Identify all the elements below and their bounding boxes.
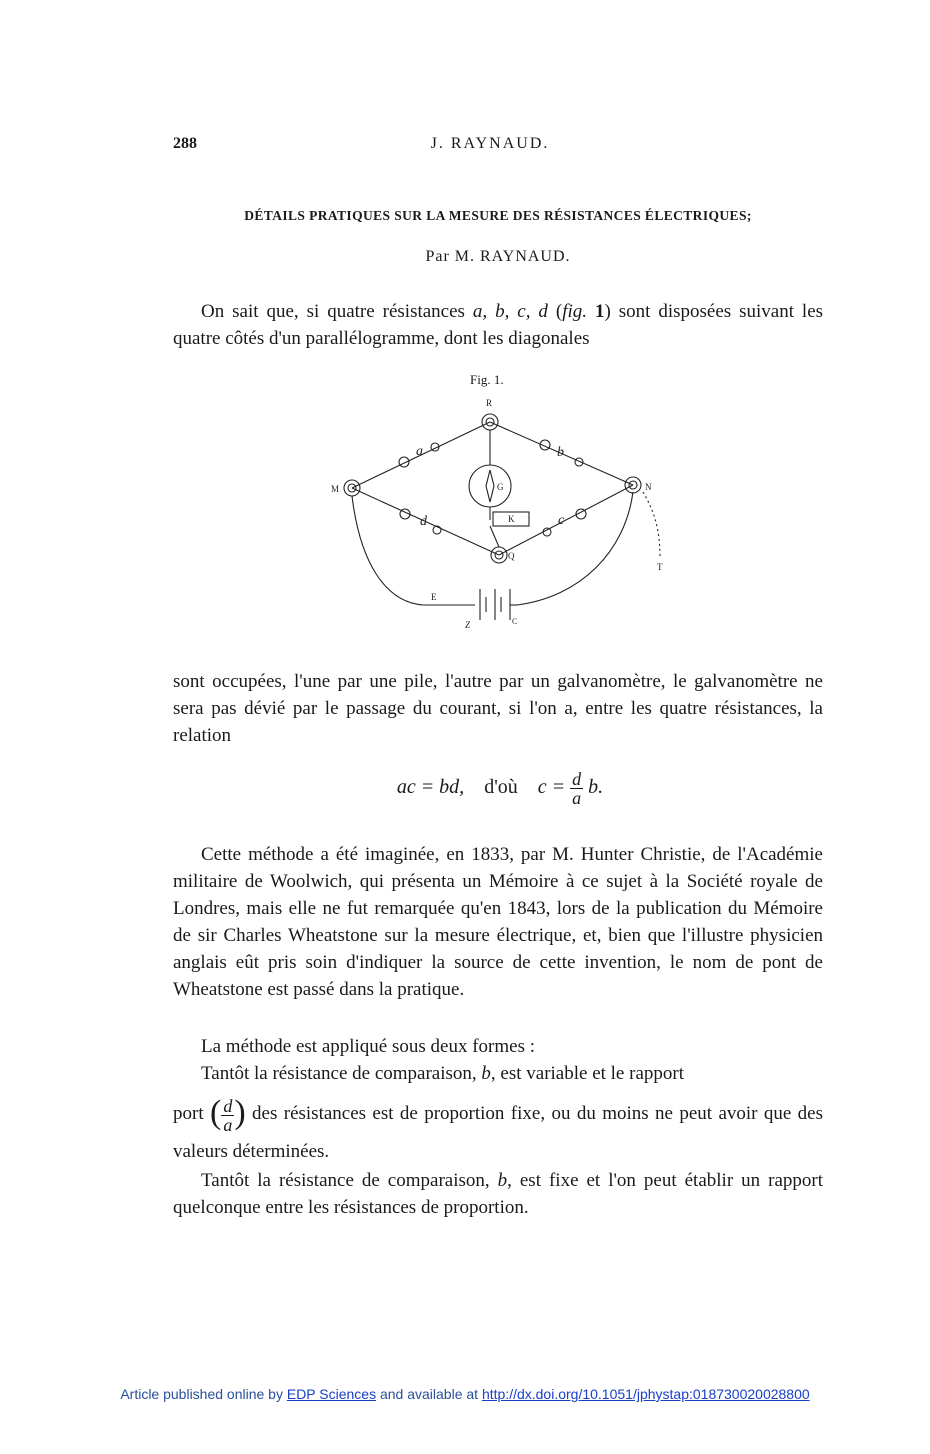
label-b: b xyxy=(557,445,564,460)
paragraph-5 xyxy=(173,1060,823,1087)
label-g: G xyxy=(497,482,504,492)
galvanometer-needle xyxy=(486,470,494,502)
earth-dotted-line xyxy=(643,492,660,557)
ratio-denominator: a xyxy=(223,1114,233,1135)
equation-fraction xyxy=(570,770,583,807)
label-a: a xyxy=(416,444,423,459)
label-q: Q xyxy=(508,551,515,561)
paragraph-5-start: Tantôt la résistance de comparaison, xyxy=(201,1063,482,1084)
ratio-d-over-a: ( $\frac{d}{a}$ ) xyxy=(210,1094,246,1135)
ratio-numerator: d xyxy=(223,1095,233,1116)
label-z: Z xyxy=(465,620,471,630)
label-c: c xyxy=(558,513,565,528)
footer-middle: and available at xyxy=(376,1386,482,1402)
paragraph-5-rapport-word: port xyxy=(173,1103,204,1125)
equation-connector: d'où xyxy=(484,776,518,799)
wheatstone-bridge-figure xyxy=(325,392,685,652)
label-r: R xyxy=(486,398,493,408)
label-k: K xyxy=(508,514,515,524)
label-d: d xyxy=(420,514,427,529)
equation-denominator: a xyxy=(572,788,582,808)
paragraph-1-fig-num: 1 xyxy=(587,301,605,322)
paragraph-5-continued xyxy=(173,1096,823,1170)
paragraph-1: On sait que, si quatre résistances a, b, c, d (fig. 1) sont disposées suivant les quatre côtés d'un parallélogramme, dont les diagonales xyxy=(173,301,824,349)
page-number: 288 xyxy=(173,135,197,152)
article-title: DÉTAILS PRATIQUES SUR LA MESURE DES RÉSISTANCES ÉLECTRIQUES; xyxy=(244,208,752,223)
battery-wire-left xyxy=(352,496,423,605)
equation-c: c = xyxy=(537,776,566,799)
paragraph-6-var: b xyxy=(497,1170,508,1191)
footer-publication-note xyxy=(0,1386,930,1402)
side-c-wire xyxy=(499,485,633,555)
paragraph-5-cont: des résistances est de proportion fixe, ou du moins ne peut avoir que des valeurs déterminées. xyxy=(173,1103,824,1162)
key-lead xyxy=(490,526,499,547)
equation-b: b. xyxy=(588,776,604,799)
equation-bridge-balance xyxy=(0,770,930,807)
doi-link[interactable]: http://dx.doi.org/10.1051/jphystap:018730020028800 xyxy=(481,1386,810,1402)
paragraph-1-fig-ref: fig. xyxy=(562,301,587,322)
equation-lhs: ac = bd, xyxy=(396,776,465,799)
paragraph-6-end: , est fixe et l'on peut établir un rapport quelconque entre les résistances de proportion. xyxy=(173,1170,823,1218)
paragraph-2: sont occupées, l'une par une pile, l'autre par un galvanomètre, le galvanomètre ne sera pas dévié par le passage du courant, si l'on a, entre les quatre résistances, la relation xyxy=(173,671,823,746)
paragraph-6 xyxy=(173,1167,823,1221)
equation-numerator: d xyxy=(572,769,582,789)
label-c-battery: C xyxy=(512,617,518,626)
paragraph-4: La méthode est appliqué sous deux formes : xyxy=(201,1036,536,1057)
paragraph-6-start: Tantôt la résistance de comparaison, xyxy=(201,1170,498,1191)
running-head: J. RAYNAUD. xyxy=(430,135,550,152)
paragraph-1-end: ) sont disposées suivant les quatre côtés d'un parallélogramme, dont les diagonales xyxy=(173,301,824,349)
paragraph-5-end: , est variable et le rapport xyxy=(490,1063,684,1084)
publisher-link[interactable]: EDP Sciences xyxy=(286,1386,377,1402)
label-e: E xyxy=(431,592,437,602)
label-n: N xyxy=(645,482,652,492)
paragraph-3: Cette méthode a été imaginée, en 1833, par M. Hunter Christie, de l'Académie militaire de Woolwich, qui présenta un Mémoire à ce sujet à la Société royale de Londres, mais elle ne fut remarquée qu'en 1843, lors de la publication du Mémoire de sir Charles Wheatstone sur la mesure électrique, et, bien que l'illustre physicien anglais eût pris soin d'indiquer la source de cette invention, le nom de pont de Wheatstone est passé dans la pratique. xyxy=(173,844,823,1000)
label-m: M xyxy=(331,484,340,494)
paragraph-5-var: b xyxy=(481,1063,491,1084)
paragraph-1-start: On sait que, si quatre résistances xyxy=(201,301,473,322)
byline: Par M. RAYNAUD. xyxy=(425,248,571,265)
label-t: T xyxy=(657,562,663,572)
figure-caption: Fig. 1. xyxy=(470,372,504,387)
footer-prefix: Article published online by xyxy=(120,1386,287,1402)
paragraph-1-vars: a, b, c, d xyxy=(472,301,548,322)
battery-wire-right xyxy=(517,492,633,605)
